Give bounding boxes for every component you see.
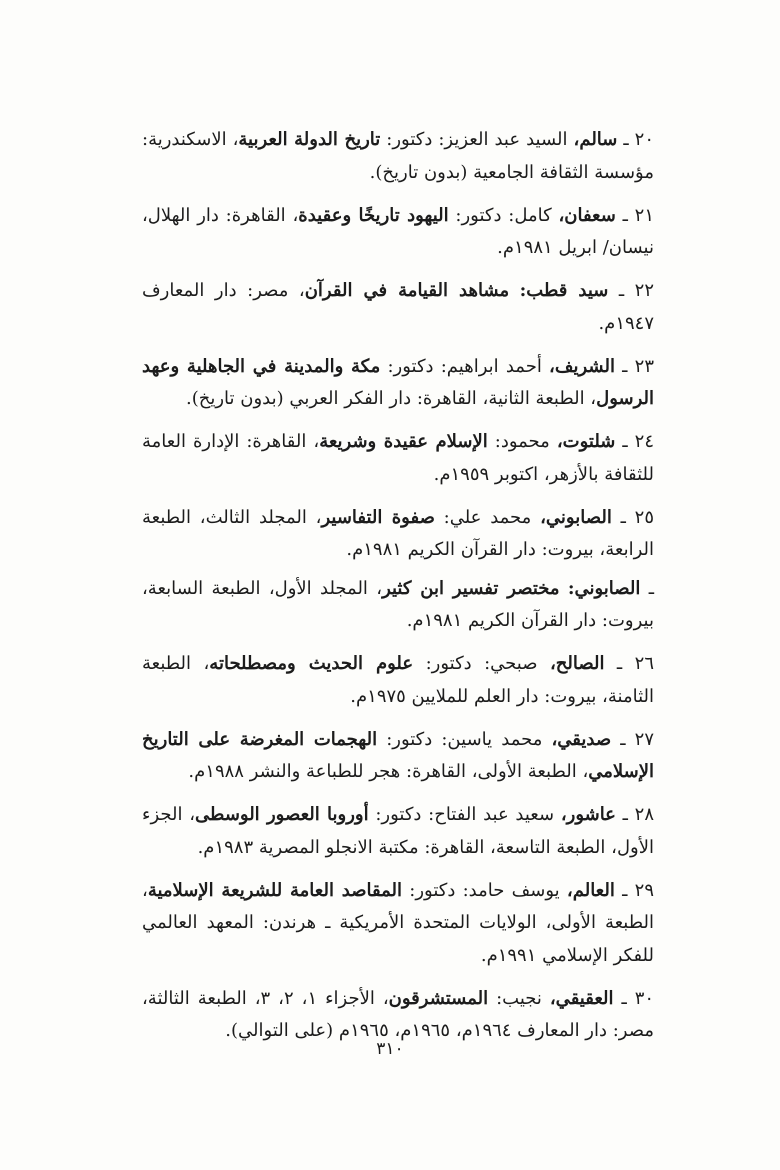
entry-author-details: محمد علي: [434, 506, 541, 528]
entry-author-details: سعيد عبد الفتاح: دكتور: [368, 804, 561, 825]
entry-author: سالم، [573, 129, 618, 150]
entry-title: مشاهد القيامة في القرآن [304, 280, 510, 301]
bibliography-entry [142, 983, 654, 1048]
entry-number: ٢١ [634, 204, 655, 226]
bibliography-entry [142, 875, 654, 973]
entry-title: مكة والمدينة في الجاهلية وعهد الرسول [142, 355, 654, 409]
entry-separator: ـ [614, 355, 635, 377]
entry-title: المستشرقون [388, 987, 489, 1009]
bibliography-list [142, 124, 654, 1058]
entry-title: أوروبا العصور الوسطى [195, 804, 369, 825]
entry-title: الإسلام عقيدة وشريعة [319, 431, 488, 452]
entry-author: صديقي، [551, 728, 612, 750]
entry-separator: ـ [617, 129, 635, 150]
entry-separator: ـ [615, 431, 635, 452]
bibliography-entry [142, 799, 654, 864]
entry-separator: ـ [614, 879, 635, 901]
entry-author-details: كامل: دكتور: [448, 204, 559, 226]
bibliography-entry [142, 275, 654, 340]
entry-title: مختصر تفسير ابن كثير [382, 577, 560, 599]
bibliography-entry [142, 724, 654, 789]
entry-author-details: السيد عبد العزيز: دكتور: [380, 129, 574, 150]
entry-author: العالم، [566, 879, 615, 901]
bibliography-entry [142, 648, 654, 713]
bibliography-entry [142, 351, 654, 416]
entry-author-details: صبحي: دكتور: [413, 653, 550, 674]
entry-separator: ـ [615, 204, 635, 226]
entry-separator: ـ [640, 577, 654, 599]
entry-number: ٢٧ [634, 728, 654, 750]
entry-number: ٢٩ [634, 879, 655, 901]
entry-separator: ـ [613, 987, 635, 1009]
entry-author-details: نجيب: [488, 987, 550, 1009]
entry-author: الشريف، [549, 355, 615, 377]
bibliography-entry [142, 426, 654, 491]
entry-number: ٢٣ [634, 355, 654, 377]
entry-separator: ـ [615, 804, 635, 825]
entry-publication: ، الاسكندرية: مؤسسة الثقافة الجامعية (بدون تاريخ). [142, 129, 654, 183]
bibliography-entry [142, 124, 654, 189]
entry-author-details: أحمد ابراهيم: دكتور: [380, 355, 550, 377]
entry-title: اليهود تاريخًا وعقيدة [298, 204, 449, 226]
entry-author: شلتوت، [556, 431, 616, 452]
entry-publication: ، القاهرة: الإدارة العامة للثقافة بالأزهر، اكتوبر ١٩٥٩م. [142, 431, 654, 485]
entry-number: ٢٤ [634, 431, 654, 452]
entry-author-details: محمود: [487, 431, 557, 452]
entry-author-details [509, 280, 520, 301]
entry-publication: ، الجزء الأول، الطبعة التاسعة، القاهرة: مكتبة الانجلو المصرية ١٩٨٣م. [142, 804, 654, 858]
entry-separator: ـ [608, 280, 635, 301]
entry-separator: ـ [611, 728, 635, 750]
entry-author: عاشور، [560, 804, 616, 825]
entry-author: الصابوني، [540, 506, 612, 528]
entry-publication: ، الطبعة الثانية، القاهرة: دار الفكر العربي (بدون تاريخ). [185, 388, 597, 409]
entry-title: المقاصد العامة للشريعة الإسلامية [147, 879, 402, 901]
entry-number: ٢٥ [634, 506, 655, 528]
entry-publication: ، الطبعة الثامنة، بيروت: دار العلم للملايين ١٩٧٥م. [142, 653, 654, 707]
entry-author-details: محمد ياسين: دكتور: [377, 728, 552, 750]
entry-author: سعفان، [558, 204, 616, 226]
entry-publication: ، الأجزاء ١، ٢، ٣، الطبعة الثالثة، مصر: دار المعارف ١٩٦٤م، ١٩٦٥م، ١٩٦٥م (على التوالي). [142, 987, 654, 1041]
entry-title: تاريخ الدولة العربية [238, 129, 381, 150]
entry-publication: ، القاهرة: دار الهلال، نيسان/ ابريل ١٩٨١م. [142, 204, 654, 258]
entry-publication: ، المجلد الثالث، الطبعة الرابعة، بيروت: دار القرآن الكريم ١٩٨١م. [142, 506, 654, 560]
entry-number: ٢٢ [634, 280, 655, 301]
entry-publication: ، الطبعة الأولى، الولايات المتحدة الأمريكية ـ هرندن: المعهد العالمي للفكر الإسلامي ١٩٩١م. [142, 879, 654, 966]
entry-author: سيد قطب: [519, 280, 609, 301]
entry-author: العقيقي، [549, 987, 614, 1009]
entry-number: ٢٠ [634, 129, 654, 150]
entry-title: الهجمات المغرضة على التاريخ الإسلامي [142, 728, 654, 782]
bibliography-entry [142, 200, 654, 265]
entry-author-details: يوسف حامد: دكتور: [402, 879, 567, 901]
entry-separator: ـ [611, 506, 635, 528]
entry-separator: ـ [604, 653, 635, 674]
entry-number: ٢٨ [634, 804, 655, 825]
entry-number: ٢٦ [634, 653, 654, 674]
entry-title: علوم الحديث ومصطلحاته [209, 653, 414, 674]
page-number: ٣١٠ [376, 1039, 404, 1059]
entry-publication: ، مصر: دار المعارف ١٩٤٧م. [142, 280, 654, 334]
entry-publication: ، الطبعة الأولى، القاهرة: هجر للطباعة والنشر ١٩٨٨م. [188, 761, 589, 782]
entry-number: ٣٠ [634, 987, 655, 1009]
bibliography-subentry [142, 573, 654, 638]
entry-author: الصابوني: [567, 577, 641, 599]
bibliography-entry [142, 502, 654, 567]
entry-title: صفوة التفاسير [321, 506, 435, 528]
entry-author-details [560, 578, 568, 599]
entry-author: الصالح، [549, 653, 605, 674]
entry-publication: ، المجلد الأول، الطبعة السابعة، بيروت: دار القرآن الكريم ١٩٨١م. [142, 577, 654, 631]
